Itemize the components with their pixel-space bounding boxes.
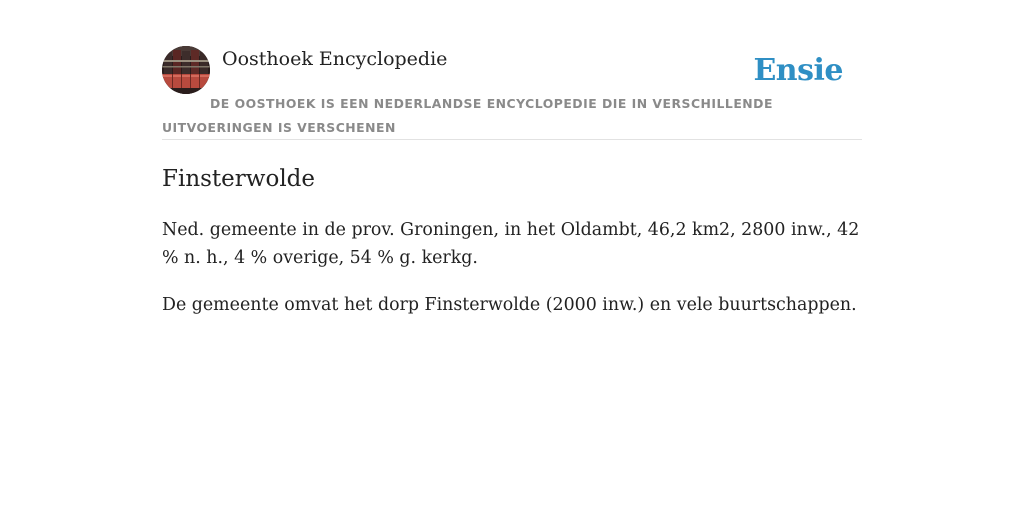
article-paragraph: De gemeente omvat het dorp Finsterwolde (2000 inw.) en vele buurtschappen. bbox=[162, 295, 857, 315]
book-spines-icon bbox=[162, 46, 210, 94]
article-paragraph: Ned. gemeente in de prov. Groningen, in het Oldambt, 46,2 km2, 2800 inw., 42 % n. h., 4 % overige, 54 % g. kerkg. bbox=[162, 220, 860, 268]
site-tagline: DE OOSTHOEK IS EEN NEDERLANDSE ENCYCLOPEDIE DIE IN VERSCHILLENDE UITVOERINGEN IS VERSCHENEN bbox=[162, 96, 773, 135]
article-title: Finsterwolde bbox=[162, 166, 316, 192]
site-header bbox=[162, 46, 862, 140]
brand-logo[interactable]: Ensie bbox=[753, 53, 843, 88]
article bbox=[162, 162, 862, 319]
site-title[interactable]: Oosthoek Encyclopedie bbox=[222, 48, 448, 70]
avatar[interactable] bbox=[162, 46, 210, 94]
